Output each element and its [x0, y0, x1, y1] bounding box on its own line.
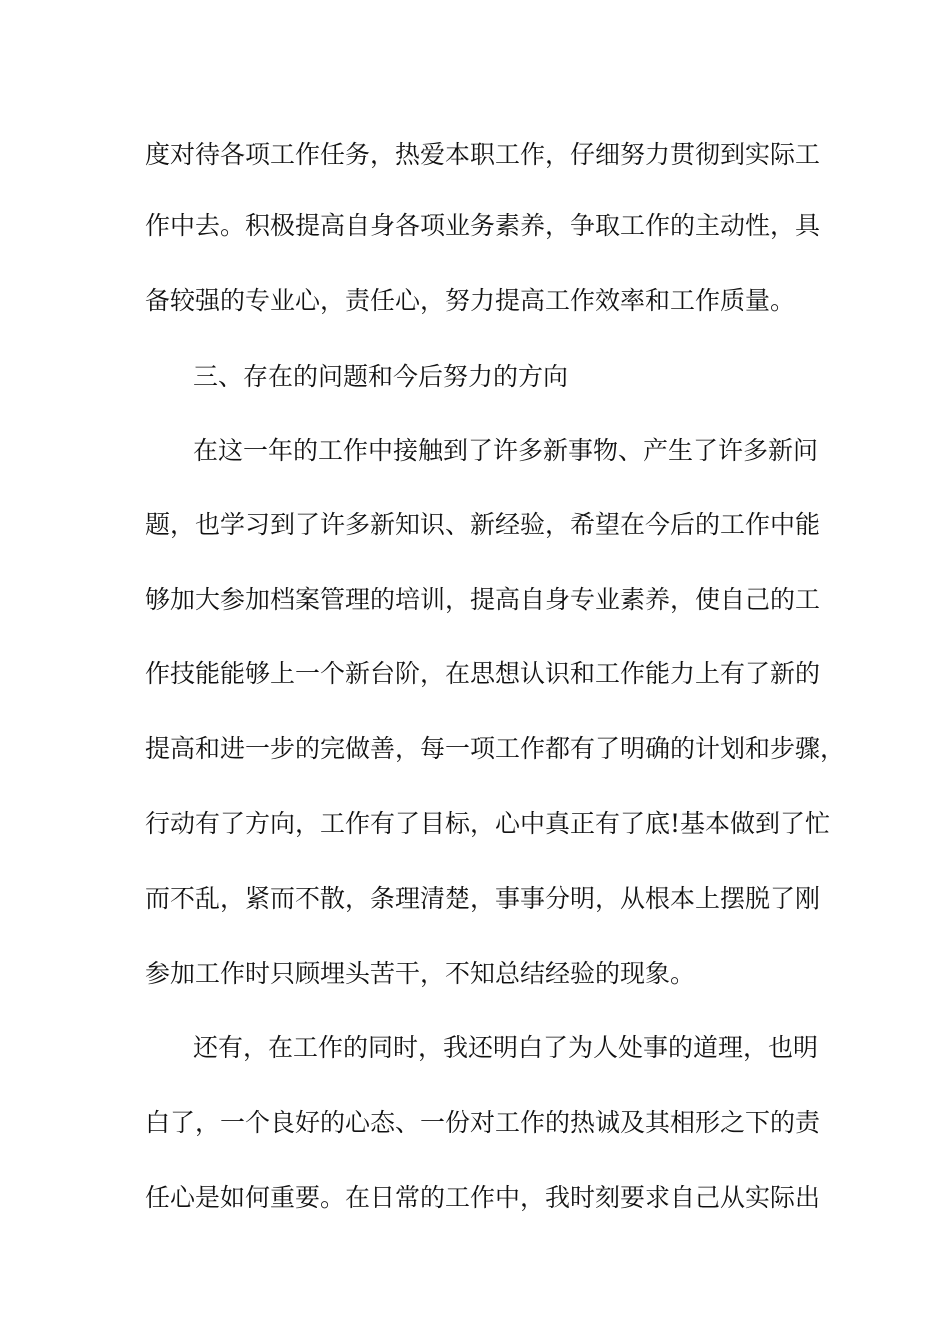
- paragraph-line: 在这一年的工作中接触到了许多新事物、产生了许多新问: [193, 436, 819, 465]
- paragraph-line: 白了，一个良好的心态、一份对工作的热诚及其相形之下的责: [145, 1108, 821, 1137]
- paragraph-line: 而不乱，紧而不散，条理清楚，事事分明，从根本上摆脱了刚: [145, 884, 821, 913]
- paragraph-line: 行动有了方向，工作有了目标，心中真正有了底!基本做到了忙: [145, 809, 831, 838]
- paragraph-line: 够加大参加档案管理的培训，提高自身专业素养，使自己的工: [145, 585, 821, 614]
- paragraph-line: 作中去。积极提高自身各项业务素养，争取工作的主动性，具: [145, 211, 821, 240]
- paragraph-line: 提高和进一步的完做善，每一项工作都有了明确的计划和步骤，: [145, 734, 846, 763]
- paragraph-line: 度对待各项工作任务，热爱本职工作，仔细努力贯彻到实际工: [145, 140, 821, 169]
- paragraph-line: 参加工作时只顾埋头苦干，不知总结经验的现象。: [145, 959, 696, 988]
- paragraph-line: 任心是如何重要。在日常的工作中，我时刻要求自己从实际出: [145, 1183, 821, 1212]
- paragraph-line: 作技能能够上一个新台阶，在思想认识和工作能力上有了新的: [145, 659, 821, 688]
- paragraph-line: 备较强的专业心，责任心，努力提高工作效率和工作质量。: [145, 286, 796, 315]
- paragraph-line: 还有，在工作的同时，我还明白了为人处事的道理，也明: [193, 1033, 819, 1062]
- section-heading: 三、存在的问题和今后努力的方向: [193, 362, 569, 391]
- paragraph-line: 题，也学习到了许多新知识、新经验，希望在今后的工作中能: [145, 510, 821, 539]
